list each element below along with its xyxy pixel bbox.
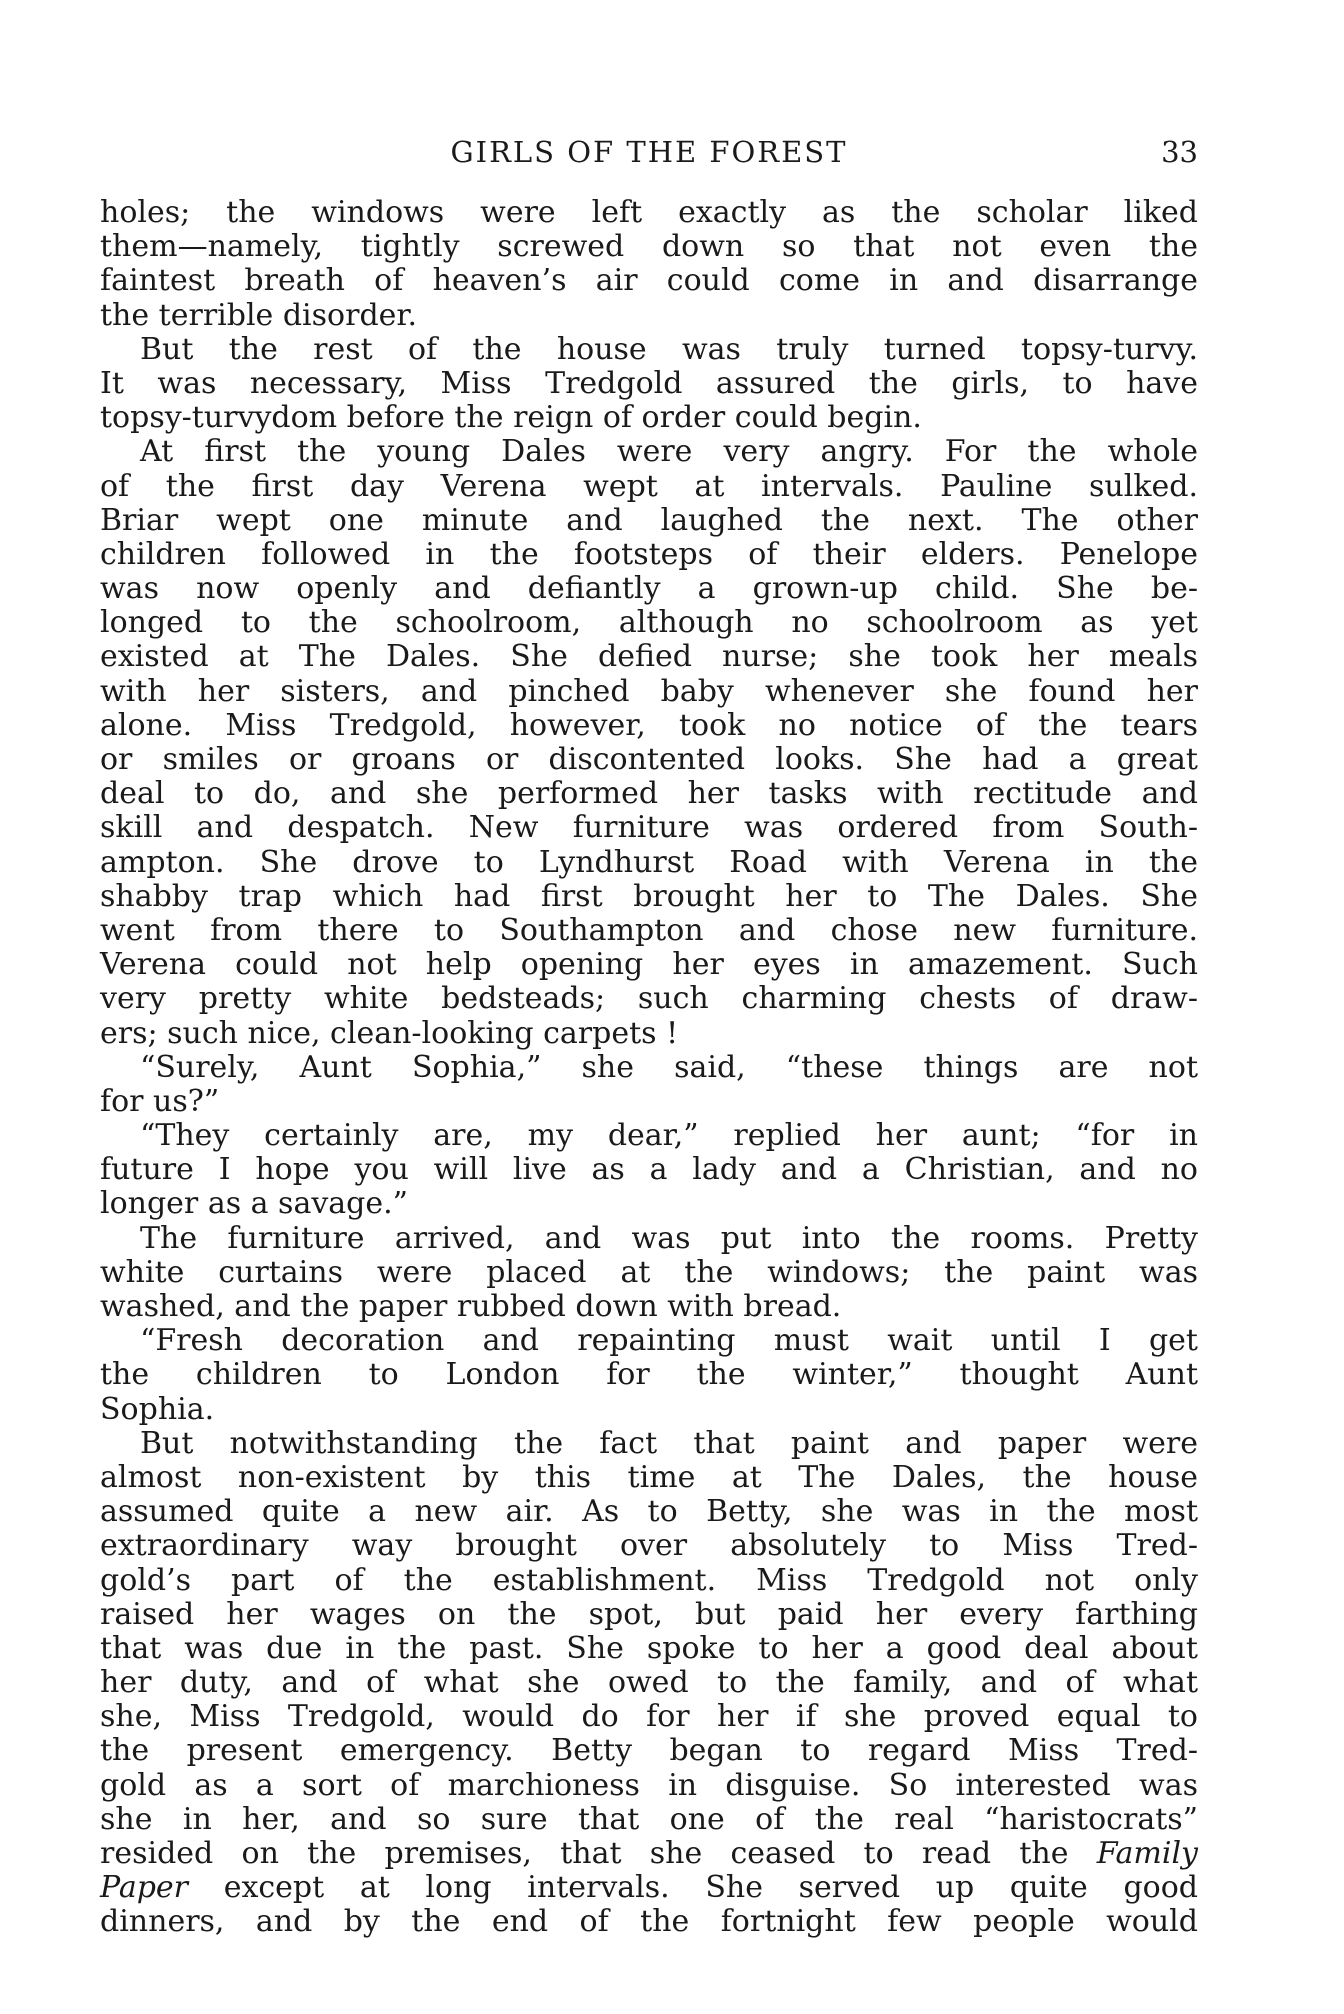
text-line: topsy-turvydom before the reign of order could begin. <box>100 400 922 436</box>
text-line: Sophia. <box>100 1391 215 1427</box>
text-line: the present emergency. Betty began to regard Miss Tred- <box>100 1733 1198 1769</box>
page-number: 33 <box>1161 135 1198 169</box>
text-line: alone. Miss Tredgold, however, took no notice of the tears <box>100 707 1198 743</box>
text-line: But notwithstanding the fact that paint and paper were <box>140 1425 1198 1461</box>
text-line: future I hope you will live as a lady and a Christian, and no <box>100 1152 1198 1188</box>
text-line: longer as a savage.” <box>100 1186 408 1222</box>
running-title: GIRLS OF THE FOREST <box>450 135 848 169</box>
text-line: with her sisters, and pinched baby whenever she found her <box>100 673 1198 709</box>
text-line: was now openly and defiantly a grown-up child. She be- <box>100 571 1198 607</box>
text-line: At first the young Dales were very angry. For the whole <box>140 434 1198 470</box>
text-line: white curtains were placed at the windows; the paint was <box>100 1254 1198 1290</box>
text-line: The furniture arrived, and was put into the rooms. Pretty <box>140 1220 1198 1256</box>
text-line: deal to do, and she performed her tasks with rectitude and <box>100 776 1198 812</box>
text-line: the terrible disorder. <box>100 297 417 333</box>
page-header <box>100 132 1198 172</box>
text-line: shabby trap which had first brought her to The Dales. She <box>100 878 1198 914</box>
text-line: ampton. She drove to Lyndhurst Road with Verena in the <box>100 844 1198 880</box>
text-line: she, Miss Tredgold, would do for her if she proved equal to <box>100 1699 1198 1735</box>
text-line <box>100 1871 1198 1905</box>
text-line: she in her, and so sure that one of the real “haristocrats” <box>100 1801 1198 1837</box>
text-line: gold as a sort of marchioness in disguise. So interested was <box>100 1767 1198 1803</box>
text-line: faintest breath of heaven’s air could come in and disarrange <box>100 263 1198 299</box>
text-line: very pretty white bedsteads; such charming chests of draw- <box>100 981 1198 1017</box>
text-line: “Fresh decoration and repainting must wait until I get <box>140 1323 1198 1359</box>
text-line: existed at The Dales. She defied nurse; she took her meals <box>100 639 1198 675</box>
text-line: assumed quite a new air. As to Betty, she was in the most <box>100 1494 1198 1530</box>
text-line: that was due in the past. She spoke to her a good deal about <box>100 1630 1198 1666</box>
text-line: of the first day Verena wept at intervals. Pauline sulked. <box>100 468 1198 504</box>
text-line: It was necessary, Miss Tredgold assured the girls, to have <box>100 365 1198 401</box>
text-line: longed to the schoolroom, although no schoolroom as yet <box>100 605 1198 641</box>
text-line: extraordinary way brought over absolutely to Miss Tred- <box>100 1528 1198 1564</box>
text-line: or smiles or groans or discontented looks. She had a great <box>100 742 1198 777</box>
italic-text: Family <box>1096 1836 1198 1871</box>
text-line: “They certainly are, my dear,” replied her aunt; “for in <box>140 1118 1198 1154</box>
text-line: skill and despatch. New furniture was ordered from South- <box>100 810 1198 846</box>
italic-text: Paper <box>100 1870 189 1906</box>
text-line: Verena could not help opening her eyes in amazement. Such <box>100 947 1198 983</box>
text-line <box>100 1837 1198 1871</box>
text-line: children followed in the footsteps of their elders. Penelope <box>100 536 1198 572</box>
text-line: the children to London for the winter,” thought Aunt <box>100 1357 1198 1393</box>
text-line: them—namely, tightly screwed down so that not even the <box>100 229 1198 265</box>
text-line: “Surely, Aunt Sophia,” she said, “these things are not <box>140 1049 1198 1085</box>
text-line: dinners, and by the end of the fortnight few people would <box>100 1904 1198 1940</box>
text-line: gold’s part of the establishment. Miss Tredgold not only <box>100 1562 1198 1598</box>
text-line: raised her wages on the spot, but paid her every farthing <box>100 1596 1198 1632</box>
text-line: ers; such nice, clean-looking carpets ! <box>100 1015 679 1051</box>
text-line: went from there to Southampton and chose new furniture. <box>100 912 1198 948</box>
text-line: But the rest of the house was truly turned topsy-turvy. <box>140 331 1198 367</box>
body-text <box>100 196 1198 1940</box>
text-line: Briar wept one minute and laughed the next. The other <box>100 502 1198 538</box>
text-line: for us?” <box>100 1083 220 1119</box>
text-run: resided on the premises, that she ceased to read the <box>100 1836 1097 1871</box>
text-line: holes; the windows were left exactly as the scholar liked <box>100 195 1198 230</box>
text-line: washed, and the paper rubbed down with bread. <box>100 1289 842 1324</box>
text-run: except at long intervals. She served up quite good <box>188 1870 1198 1906</box>
text-line: her duty, and of what she owed to the family, and of what <box>100 1665 1198 1701</box>
text-line: almost non-existent by this time at The Dales, the house <box>100 1459 1198 1495</box>
